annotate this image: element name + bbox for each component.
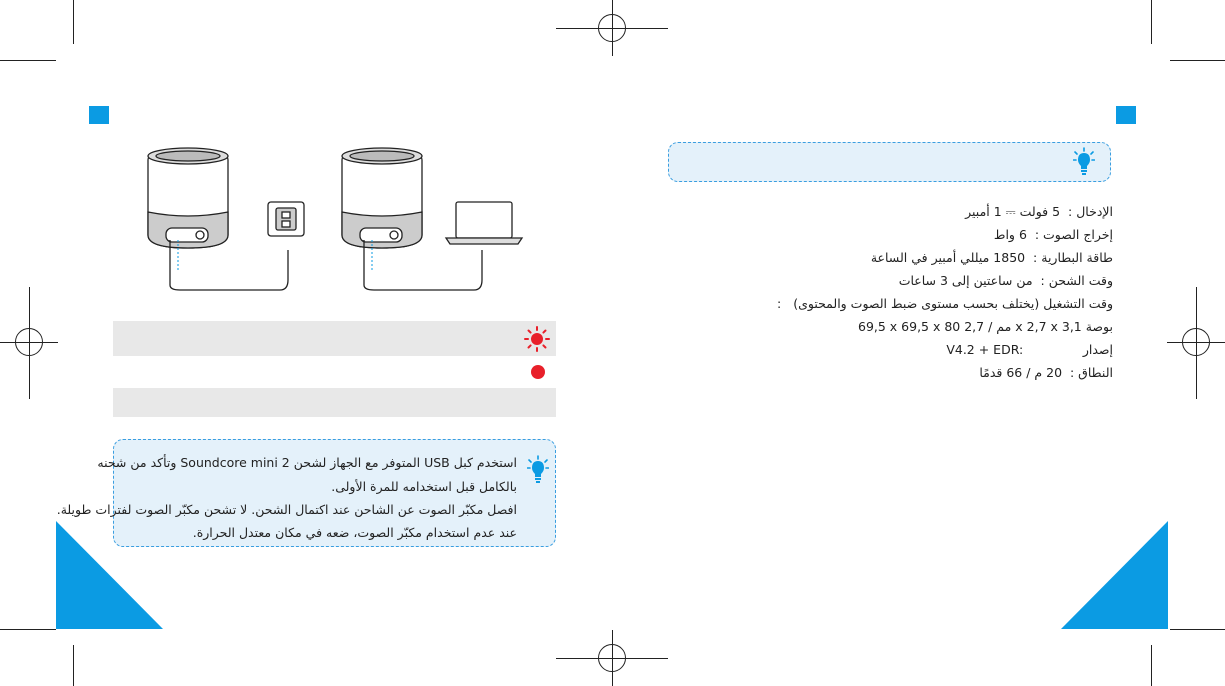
- spec-battery: طاقة البطارية : 1850 ميللي أمبير في الساعة: [870, 250, 1113, 265]
- red-dot-icon: [531, 365, 545, 379]
- tip-line-4: عند عدم استخدام مكبّر الصوت، ضعه في مكان معتدل الحرارة.: [192, 525, 517, 540]
- spec-audio-output: إخراج الصوت : 6 واط: [993, 227, 1113, 242]
- wall-adapter: [268, 202, 304, 236]
- lightbulb-icon: [527, 455, 549, 485]
- spec-range: النطاق : 20 م / 66 قدمًا: [979, 365, 1113, 380]
- tip-line-3: افصل مكبّر الصوت عن الشاحن عند اكتمال الشحن. لا تشحن مكبّر الصوت لفترات طويلة.: [56, 502, 517, 517]
- red-led-sun-icon: [524, 326, 550, 352]
- led-row-blinking: [113, 321, 556, 356]
- spec-dimensions: 69,5 x 69,5 x 80 مم / 2,7 x 2,7 x 3,1 بوصة: [858, 319, 1113, 334]
- lightbulb-icon: [1073, 147, 1095, 177]
- tip-line-2: بالكامل قبل استخدامه للمرة الأولى.: [331, 479, 517, 494]
- spec-input: الإدخال : 5 فولت ⎓ 1 أمبير: [965, 204, 1113, 219]
- spec-play-time: وقت التشغيل (يختلف بحسب مستوى ضبط الصوت والمحتوى) :: [769, 296, 1113, 311]
- page-marker-right: [1116, 106, 1136, 124]
- speaker-right: [342, 148, 422, 248]
- tip-line-1: استخدم كبل USB المتوفر مع الجهاز لشحن Soundcore mini 2 وتأكد من شحنه: [97, 455, 517, 470]
- spec-charge-time: وقت الشحن : من ساعتين إلى 3 ساعات: [898, 273, 1113, 288]
- corner-triangle-right: [1061, 521, 1168, 629]
- laptop: [446, 202, 522, 244]
- spec-header-box: [668, 142, 1111, 182]
- charging-illustration: [140, 140, 530, 300]
- speaker-left: [148, 148, 228, 248]
- led-row-empty: [113, 388, 556, 417]
- page-marker-left: [89, 106, 109, 124]
- spec-version: إصدار V4.2 + EDR:: [946, 342, 1113, 357]
